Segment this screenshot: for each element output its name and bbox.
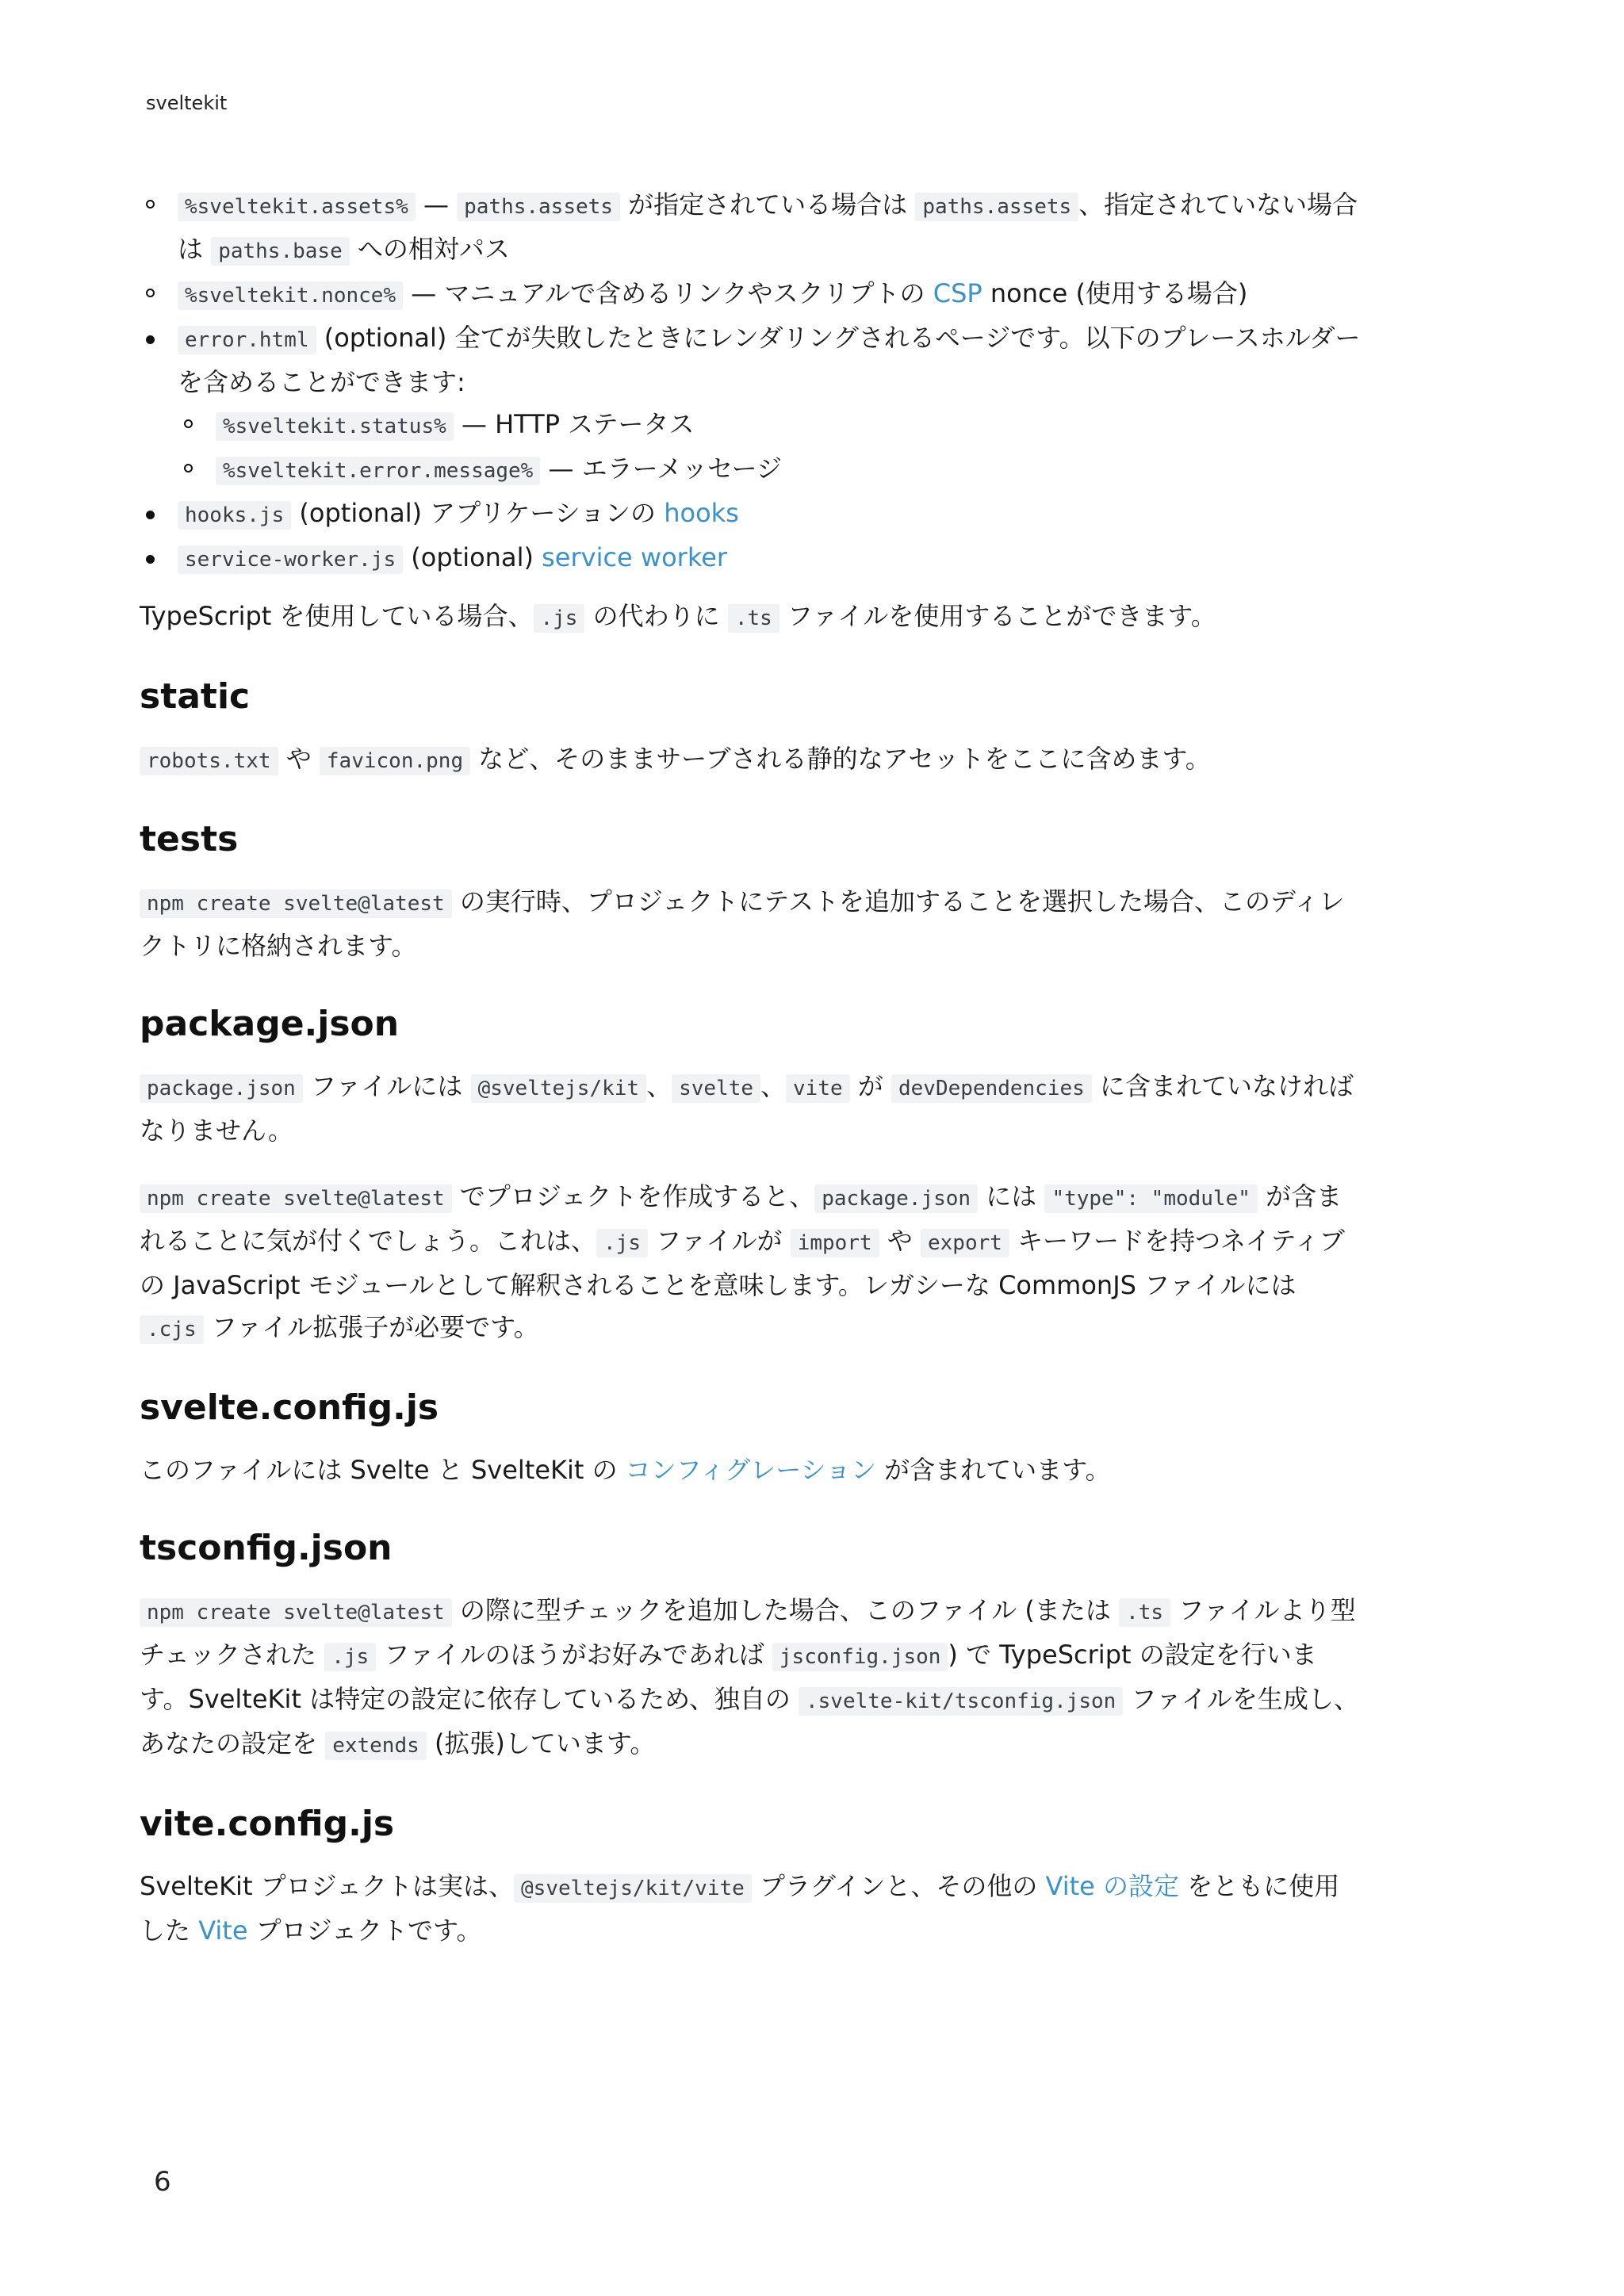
inline-code: .js xyxy=(324,1643,376,1671)
inline-code: favicon.png xyxy=(320,747,470,775)
list-item: hooks.js (optional) アプリケーションの hooks xyxy=(140,492,1361,537)
inline-code: paths.assets xyxy=(915,193,1078,221)
svelte-config-paragraph: このファイルには Svelte と SvelteKit の コンフィグレーション が含まれています。 xyxy=(140,1455,1111,1485)
inline-code: hooks.js xyxy=(178,501,291,530)
inline-code: %sveltekit.error.message% xyxy=(216,457,540,485)
inline-code: package.json xyxy=(140,1074,303,1103)
inline-code: extends xyxy=(325,1732,427,1760)
running-head: sveltekit xyxy=(146,92,228,114)
inline-code: @sveltejs/kit/vite xyxy=(514,1874,752,1903)
page-content xyxy=(140,184,1361,1952)
error-placeholder-list xyxy=(178,404,1361,492)
inline-code: npm create svelte@latest xyxy=(140,1184,452,1213)
inline-code: .cjs xyxy=(140,1315,204,1344)
inline-code: export xyxy=(921,1229,1009,1257)
heading-static: static xyxy=(140,676,251,717)
inline-code: npm create svelte@latest xyxy=(140,890,452,918)
service-worker-link[interactable]: service worker xyxy=(542,542,728,572)
nested-placeholder-list xyxy=(140,184,1361,317)
page-number: 6 xyxy=(154,2166,171,2198)
list-item: %sveltekit.error.message% — エラーメッセージ xyxy=(178,448,1361,492)
static-paragraph: robots.txt や favicon.png など、そのままサーブされる静的なアセットをここに含めます。 xyxy=(140,738,1361,783)
package-json-paragraph-1: package.json ファイルには @sveltejs/kit 、 svelte 、 vite が devDependencies に含まれていなければなりません。 xyxy=(140,1071,1354,1146)
inline-code: @sveltejs/kit xyxy=(471,1074,647,1103)
list-item: %sveltekit.nonce% — マニュアルで含めるリンクやスクリプトの CSP nonce (使用する場合) xyxy=(140,273,1361,317)
heading-svelte-config: svelte.config.js xyxy=(140,1387,439,1428)
inline-code: service-worker.js xyxy=(178,545,403,574)
inline-code: devDependencies xyxy=(891,1074,1092,1103)
inline-code: .svelte-kit/tsconfig.json xyxy=(799,1687,1123,1716)
inline-code: %sveltekit.assets% xyxy=(178,193,416,221)
list-item: service-worker.js (optional) service worker xyxy=(140,537,1361,581)
vite-settings-link[interactable]: Vite の設定 xyxy=(1045,1871,1180,1901)
inline-code: "type": "module" xyxy=(1044,1184,1257,1213)
tsconfig-paragraph: npm create svelte@latest の際に型チェックを追加した場合、このファイル (または .ts ファイルより型チェックされた .js ファイルのほうがお好みであれば jsconfig.json ) で TypeScript の設定を行います。SvelteKit は特定の設定に依存しているため、独自の .svelte-kit/tsconfig.json ファイルを生成し、あなたの設定を extends (拡張)しています。 xyxy=(140,1595,1359,1758)
heading-tests: tests xyxy=(140,819,239,859)
inline-code: paths.assets xyxy=(457,193,620,221)
inline-code: import xyxy=(791,1229,879,1257)
inline-code: %sveltekit.nonce% xyxy=(178,281,403,310)
heading-vite-config: vite.config.js xyxy=(140,1804,395,1844)
inline-code: paths.base xyxy=(211,237,350,266)
inline-code: svelte xyxy=(672,1074,760,1103)
inline-code: .ts xyxy=(728,604,779,633)
src-files-list xyxy=(140,317,1361,581)
list-item: %sveltekit.status% — HTTP ステータス xyxy=(178,404,1361,448)
inline-code: .ts xyxy=(1119,1598,1170,1627)
inline-code: vite xyxy=(786,1074,850,1103)
vite-config-paragraph: SvelteKit プロジェクトは実は、 @sveltejs/kit/vite プラグインと、その他の Vite の設定 をともに使用した Vite プロジェクトです。 xyxy=(140,1871,1340,1946)
csp-link[interactable]: CSP xyxy=(933,278,982,308)
inline-code: package.json xyxy=(814,1184,978,1213)
heading-tsconfig: tsconfig.json xyxy=(140,1528,393,1568)
heading-package-json: package.json xyxy=(140,1004,400,1044)
inline-code: npm create svelte@latest xyxy=(140,1598,452,1627)
inline-code: error.html xyxy=(178,326,316,354)
configuration-link[interactable]: コンフィグレーション xyxy=(625,1455,876,1485)
list-item: %sveltekit.assets% — paths.assets が指定されている場合は paths.assets 、指定されていない場合は paths.base への相対パス xyxy=(140,184,1361,273)
inline-code: jsconfig.json xyxy=(772,1643,948,1671)
list-item: error.html (optional) 全てが失敗したときにレンダリングされるページです。以下のプレースホルダーを含めることができます: %sveltekit.status% — HTTP ステータス %sveltekit.error.message% — エラーメッセージ xyxy=(140,317,1361,492)
vite-link[interactable]: Vite xyxy=(198,1915,248,1946)
package-json-paragraph-2: npm create svelte@latest でプロジェクトを作成すると、 package.json には "type": "module" が含まれることに気が付くでしょう。これは、 .js ファイルが import や export キーワードを持つネイティブの JavaScript モジュールとして解釈されることを意味します。レガシーな CommonJS ファイルには .cjs ファイル拡張子が必要です。 xyxy=(140,1181,1345,1342)
hooks-link[interactable]: hooks xyxy=(664,498,739,528)
inline-code: %sveltekit.status% xyxy=(216,412,454,441)
tests-paragraph: npm create svelte@latest の実行時、プロジェクトにテストを追加することを選択した場合、このディレクトリに格納されます。 xyxy=(140,886,1345,961)
inline-code: robots.txt xyxy=(140,747,278,775)
inline-code: .js xyxy=(534,604,585,633)
typescript-note: TypeScript を使用している場合、 .js の代わりに .ts ファイルを使用することができます。 xyxy=(140,601,1216,631)
inline-code: .js xyxy=(596,1229,648,1257)
